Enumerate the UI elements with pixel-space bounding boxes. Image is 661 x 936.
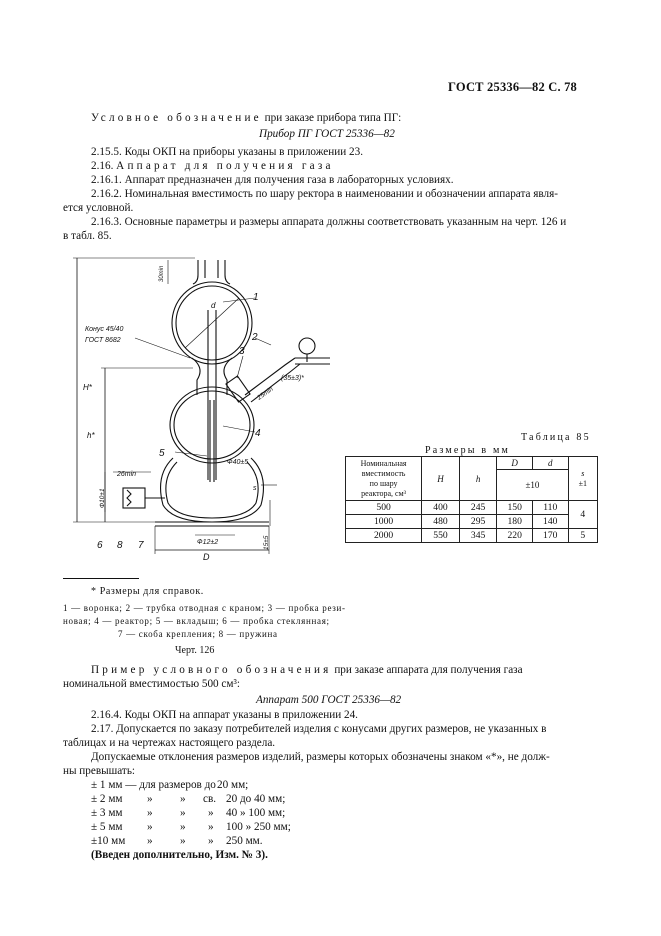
callout-1: 1 <box>253 292 259 303</box>
para-2-16-1: 2.16.1. Аппарат предназначен для получения газа в лабораторных условиях. <box>91 174 454 186</box>
col-s-tol: ±1 <box>578 478 587 488</box>
col-d: d <box>532 457 568 470</box>
dim-d: d <box>211 301 216 310</box>
table-row <box>346 501 598 515</box>
col-s-label: s <box>581 468 585 478</box>
dim-15: 15±5 <box>263 535 270 550</box>
tol-2-q2: » <box>180 793 186 805</box>
tol-5-q2: » <box>180 835 186 847</box>
col-h: h <box>459 457 497 501</box>
tol-line-1 <box>91 778 249 793</box>
callout-7: 7 <box>138 540 144 551</box>
tol-10: ±10 <box>497 470 568 501</box>
cell-s-1: 4 <box>568 501 597 529</box>
designation-intro <box>91 111 401 126</box>
tol-3-b: 40 » 100 мм; <box>226 807 286 819</box>
cell-d: 140 <box>532 515 568 529</box>
tol-5-q1: » <box>147 835 153 847</box>
callout-3: 3 <box>239 346 245 357</box>
footnote-rule <box>63 578 139 579</box>
col-nominal <box>346 457 422 501</box>
col-H: H <box>422 457 460 501</box>
tol-5-a: ±10 мм <box>91 835 126 847</box>
tol-2-c: св. <box>203 793 217 805</box>
dim-phi40: Ф40±5 <box>227 459 249 466</box>
cell-D: 220 <box>497 529 533 543</box>
device-designation: Прибор ПГ ГОСТ 25336—82 <box>259 128 395 140</box>
cell-H: 550 <box>422 529 460 543</box>
col-s <box>568 457 597 501</box>
tol-4-c: » <box>208 821 214 833</box>
example-spaced: Пример условного обозначения <box>91 664 332 676</box>
deviation-b: ны превышать: <box>63 765 136 777</box>
footnote-ref: * Размеры для справок. <box>91 586 204 597</box>
dim-h: h* <box>87 431 95 440</box>
dim-30min: 30min <box>159 265 165 282</box>
dim-phi10: Ф10±1 <box>99 488 106 508</box>
cell-d: 170 <box>532 529 568 543</box>
para-2-16-2-a: 2.16.2. Номинальная вместимость по шару ректора в наименовании и обозначении аппарата явля- <box>91 188 559 200</box>
tol-5-b: 250 мм. <box>226 835 263 847</box>
tol-2-b: 20 до 40 мм; <box>226 793 286 805</box>
para-2-16-3-a: 2.16.3. Основные параметры и размеры аппарата должны соответствовать указанным на черт. 126 и <box>91 216 567 228</box>
example-intro <box>91 663 523 678</box>
designation-rest: при заказе прибора типа ПГ: <box>261 112 402 124</box>
para-2-16-num: 2.16. <box>91 160 117 172</box>
tol-1-b: 20 мм; <box>217 779 249 791</box>
table-row <box>346 515 598 529</box>
callout-5: 5 <box>159 448 165 459</box>
cell-v: 500 <box>346 501 422 515</box>
amendment-note: (Введен дополнительно, Изм. № 3). <box>91 849 268 861</box>
tol-line-4 <box>91 820 291 835</box>
cell-s-2: 5 <box>568 529 597 543</box>
table-row <box>346 529 598 543</box>
para-2-15-5: 2.15.5. Коды ОКП на приборы указаны в приложении 23. <box>91 146 364 158</box>
tol-3-q1: » <box>147 807 153 819</box>
col-D: D <box>497 457 533 470</box>
dim-s: s <box>253 485 257 492</box>
deviation-a: Допускаемые отклонения размеров изделий, размеры которых обозначены знаком «*», не долж- <box>91 751 550 763</box>
figure-caption: Черт. 126 <box>175 645 215 656</box>
tol-3-a: ± 3 мм <box>91 807 123 819</box>
tol-3-q2: » <box>180 807 186 819</box>
para-2-17-b: таблицах и на чертежах настоящего раздела. <box>63 737 276 749</box>
dim-H: H* <box>83 383 92 392</box>
dim-D: D <box>203 552 210 562</box>
legend-line-3: 7 — скоба крепления; 8 — пружина <box>118 629 278 639</box>
callout-4: 4 <box>255 428 261 439</box>
example-line-2: номинальной вместимостью 500 см³: <box>63 678 240 690</box>
cell-h: 295 <box>459 515 497 529</box>
para-2-16-title: Аппарат для получения газа <box>116 160 334 172</box>
apparatus-drawing <box>55 250 345 570</box>
example-rest: при заказе аппарата для получения газа <box>331 664 523 676</box>
table-85 <box>345 456 598 543</box>
para-2-16-4: 2.16.4. Коды ОКП на аппарат указаны в приложении 24. <box>91 709 358 721</box>
callout-2: 2 <box>252 332 258 343</box>
tol-5-c: » <box>208 835 214 847</box>
para-2-16 <box>91 159 334 174</box>
col-nominal-2: вместимость <box>361 468 406 478</box>
cell-D: 150 <box>497 501 533 515</box>
designation-spaced: Условное обозначение <box>91 112 262 124</box>
tol-4-q2: » <box>180 821 186 833</box>
cell-v: 1000 <box>346 515 422 529</box>
cell-H: 400 <box>422 501 460 515</box>
callout-8: 8 <box>117 540 123 551</box>
cell-h: 245 <box>459 501 497 515</box>
tol-4-a: ± 5 мм <box>91 821 123 833</box>
para-2-16-3-b: в табл. 85. <box>63 230 112 242</box>
tol-2-q1: » <box>147 793 153 805</box>
cell-v: 2000 <box>346 529 422 543</box>
table-subtitle: Размеры в мм <box>425 445 511 456</box>
tol-line-5 <box>91 834 263 849</box>
tol-3-c: » <box>208 807 214 819</box>
legend-line-1: 1 — воронка; 2 — трубка отводная с краном; 3 — пробка рези- <box>63 603 346 613</box>
gost-label: ГОСТ 8682 <box>85 337 121 344</box>
dim-35: (35±3)* <box>281 375 304 382</box>
dim-25min: 25min <box>256 385 275 402</box>
cell-h: 345 <box>459 529 497 543</box>
tol-line-3 <box>91 806 286 821</box>
tol-4-b: 100 » 250 мм; <box>226 821 291 833</box>
col-nominal-4: реактора, см³ <box>361 488 407 498</box>
para-2-17-a: 2.17. Допускается по заказу потребителей изделия с конусами других размеров, не указанных в <box>91 723 547 735</box>
cell-H: 480 <box>422 515 460 529</box>
cell-D: 180 <box>497 515 533 529</box>
tol-line-2 <box>91 792 286 807</box>
col-nominal-1: Номинальная <box>360 458 407 468</box>
table-title: Таблица 85 <box>521 432 591 443</box>
para-2-16-2-b: ется условной. <box>63 202 134 214</box>
col-nominal-3: по шару <box>369 478 398 488</box>
apparatus-designation: Аппарат 500 ГОСТ 25336—82 <box>256 694 402 706</box>
cone-label: Конус 45/40 <box>85 326 124 333</box>
tol-2-a: ± 2 мм <box>91 793 123 805</box>
dim-26min: 26min <box>117 471 137 478</box>
tol-4-q1: » <box>147 821 153 833</box>
callout-6: 6 <box>97 540 103 551</box>
cell-d: 110 <box>532 501 568 515</box>
dim-phi12: Ф12±2 <box>197 539 219 546</box>
tol-1-a: ± 1 мм — для размеров до <box>91 779 216 791</box>
page-header: ГОСТ 25336—82 С. 78 <box>448 80 577 94</box>
legend-line-2: новая; 4 — реактор; 5 — вкладыш; 6 — пробка стеклянная; <box>63 616 330 626</box>
